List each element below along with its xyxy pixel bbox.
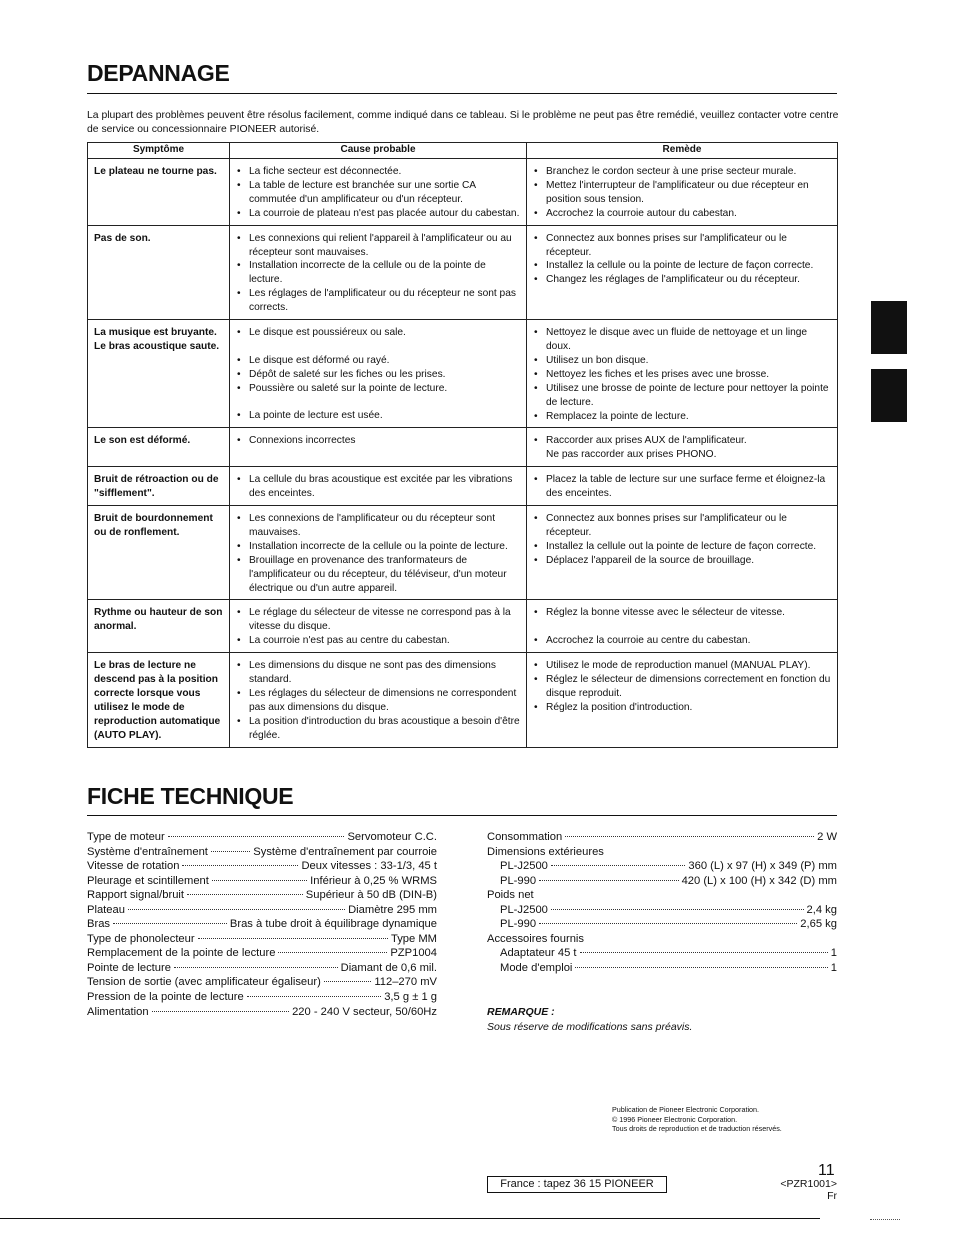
cause-item: • Les dimensions du disque ne sont pas des dimensions standard. [236,659,520,687]
leader-dots [551,865,686,866]
leader-dots [580,952,828,953]
leader-dots [211,851,250,852]
remedy-line: Ne pas raccorder aux prises PHONO. [546,449,717,461]
remedy-cell [527,225,838,319]
header-remedy: Remède [527,143,838,159]
cause-item: • Installation incorrecte de la cellule ou la pointe de lecture. [236,540,520,554]
spec-value: 1 [830,947,837,960]
spec-row [87,859,437,874]
cause-cell [230,600,527,653]
remedy-item: • Installez la cellule out la pointe de lecture de façon correcte. [533,540,831,554]
spec-value: PZP1004 [390,947,437,960]
spec-label: PL-J2500 [500,860,548,873]
spec-row [87,946,437,961]
leader-dots [247,996,381,997]
spec-label: PL-990 [500,874,537,887]
spec-label: Bras [87,918,111,931]
spec-label: Alimentation [87,1005,149,1018]
table-row [88,428,838,467]
cause-item: • Poussière ou saleté sur la pointe de lecture. [236,382,520,396]
spec-row [87,1005,437,1020]
spec-row [87,961,437,976]
leader-dots [278,952,387,953]
symptom-cell [88,320,230,428]
cause-cell [230,506,527,600]
remedy-item: • Branchez le cordon secteur à une prise secteur murale. [533,165,831,179]
spec-list-right [487,830,837,975]
remedy-item: • Réglez la position d'introduction. [533,701,831,715]
symptom-cell: Pas de son. [88,225,230,319]
spec-row [87,990,437,1005]
leader-dots [565,836,814,837]
remedy-cell [527,320,838,428]
spec-row [87,975,437,990]
cause-item: • La courroie de plateau n'est pas placée autour du cabestan. [236,207,520,221]
spec-label: PL-990 [500,918,537,931]
remedy-item: • Réglez la bonne vitesse avec le sélecteur de vitesse. [533,606,831,620]
cause-cell [230,320,527,428]
spec-group-label: Dimensions extérieures [487,845,604,858]
spec-row [487,859,837,874]
cause-cell [230,428,527,467]
spec-label: Adaptateur 45 t [500,947,577,960]
remedy-item: • Remplacez la pointe de lecture. [533,410,831,424]
remedy-line: • Raccorder aux prises AUX de l'amplificateur. [546,435,747,447]
cause-item: • La fiche secteur est déconnectée. [236,165,520,179]
remedy-item: • Nettoyez les fiches et les prises avec une brosse. [533,368,831,382]
spec-value: Deux vitesses : 33-1/3, 45 t [301,860,437,873]
leader-dots [174,967,338,968]
spec-value: Servomoteur C.C. [347,831,437,843]
spec-row [87,845,437,860]
symptom-cell: Bruit de rétroaction ou de "sifflement". [88,467,230,506]
spec-label: Type de phonolecteur [87,932,195,945]
spec-value: Type MM [390,932,437,945]
spec-group-label: Accessoires fournis [487,932,584,945]
remedy-item: • Utilisez le mode de reproduction manuel (MANUAL PLAY). [533,659,831,673]
section-tab-marker [871,369,907,422]
symptom-cell: Rythme ou hauteur de son anormal. [88,600,230,653]
cause-item: • Les connexions de l'amplificateur ou du récepteur sont mauvaises. [236,512,520,540]
leader-dots [212,880,307,881]
cause-item: • Les connexions qui relient l'appareil à l'amplificateur ou au récepteur sont mauvaises. [236,232,520,260]
leader-dots [575,967,827,968]
spec-value: Diamant de 0,6 mil. [340,961,437,974]
spec-row [487,830,837,845]
cause-item: • La table de lecture est branchée sur une sortie CA commutée d'un amplificateur ou d'un récepteur. [236,179,520,207]
spec-row [87,830,437,845]
table-row [88,506,838,600]
symptom-cell: Le bras de lecture ne descend pas à la position correcte lorsque vous utilisez le mode de reproduction automatique (AUTO PLAY). [88,653,230,747]
bottom-rule [0,1218,820,1219]
section-title-fiche-technique: FICHE TECHNIQUE [87,783,294,809]
page-number: 11 [818,1162,835,1179]
cause-item: • Le réglage du sélecteur de vitesse ne correspond pas à la vitesse du disque. [236,606,520,634]
header-cause: Cause probable [230,143,527,159]
remedy-item: • Réglez le sélecteur de dimensions correctement en fonction du disque reproduit. [533,673,831,701]
spec-label: PL-J2500 [500,903,548,916]
spec-label: Consommation [487,831,563,843]
spec-value: Bras à tube droit à équilibrage dynamique [229,918,437,931]
cause-item: • Le disque est poussiéreux ou sale. [236,326,520,340]
spec-row [87,888,437,903]
table-row [88,653,838,747]
note-heading: REMARQUE : [487,1006,555,1018]
cause-item: • La courroie n'est pas au centre du cabestan. [236,634,520,648]
cause-cell [230,159,527,226]
remedy-item: • Nettoyez le disque avec un fluide de nettoyage et un linge doux. [533,326,831,354]
remedy-cell [527,600,838,653]
cause-cell [230,653,527,747]
section-tab-marker [871,301,907,354]
document-code-value: <PZR1001> [780,1178,837,1190]
leader-dots [539,880,678,881]
remedy-cell [527,159,838,226]
spec-label: Vitesse de rotation [87,860,180,873]
publication-notice [612,1105,782,1134]
spec-list-left [87,830,437,1019]
language-code: Fr [827,1190,837,1202]
spec-row [487,903,837,918]
spec-value: 220 - 240 V secteur, 50/60Hz [292,1005,437,1018]
cause-item: • Dépôt de saleté sur les fiches ou les prises. [236,368,520,382]
remedy-item: • Connectez aux bonnes prises sur l'amplificateur ou le récepteur. [533,232,831,260]
spec-value: 420 (L) x 100 (H) x 342 (D) mm [681,874,837,887]
remedy-item: • Accrochez la courroie au centre du cabestan. [533,634,831,648]
remedy-item [533,434,831,462]
document-code [760,1178,837,1202]
copyright-line: © 1996 Pioneer Electronic Corporation. [612,1114,738,1124]
spec-row [487,961,837,976]
remedy-item: • Accrochez la courroie autour du cabestan. [533,207,831,221]
table-row [88,159,838,226]
spec-value: 3,5 g ± 1 g [384,991,437,1004]
spec-value: 360 (L) x 97 (H) x 349 (P) mm [688,860,837,873]
leader-dots [113,923,227,924]
spec-value: Système d'entraînement par courroie [253,845,437,858]
cause-item: • Les réglages de l'amplificateur ou du récepteur ne sont pas corrects. [236,287,520,315]
bottom-rule-dotted [870,1219,900,1220]
spec-value: Supérieur à 50 dB (DIN-B) [305,889,437,902]
rights-line: Tous droits de reproduction et de traduction réservés. [612,1124,782,1134]
spec-label: Pleurage et scintillement [87,874,209,887]
spec-label: Système d'entraînement [87,845,208,858]
france-minitel-box: France : tapez 36 15 PIONEER [487,1176,667,1193]
spec-value: 2,4 kg [806,903,837,916]
intro-paragraph: La plupart des problèmes peuvent être résolus facilement, comme indiqué dans ce tableau. Si le problème ne peut pas être remédié, veuillez contacter votre centre de service ou concessionnaire PIONEER autorisé. [87,110,839,135]
table-header-row [88,143,838,159]
table-row [88,320,838,428]
cause-cell [230,467,527,506]
cause-cell [230,225,527,319]
leader-dots [551,909,804,910]
publication-line: Publication de Pioneer Electronic Corporation. [612,1105,760,1114]
section-title-depannage: DEPANNAGE [87,60,230,86]
leader-dots [187,894,303,895]
spec-label: Mode d'emploi [500,961,573,974]
leader-dots [198,938,388,939]
spec-row [87,874,437,889]
troubleshooting-table [87,142,838,748]
remedy-cell [527,428,838,467]
spec-value: 1 [830,961,837,974]
symptom-cell: Le son est déformé. [88,428,230,467]
spec-label: Plateau [87,903,125,916]
title-rule [87,93,837,94]
spec-label: Rapport signal/bruit [87,889,185,902]
remedy-item: • Utilisez une brosse de pointe de lecture pour nettoyer la pointe de lecture. [533,382,831,410]
remedy-item: • Mettez l'interrupteur de l'amplificateur ou due récepteur en position sous tension. [533,179,831,207]
cause-item: • Brouillage en provenance des tranformateurs de l'amplificateur ou du récepteur, du téléviseur, d'un moteur électrique ou d'un autre appareil. [236,554,520,596]
table-row [88,600,838,653]
remedy-item: • Déplacez l'appareil de la source de brouillage. [533,554,831,568]
cause-item: • Connexions incorrectes [236,434,520,448]
remedy-cell [527,653,838,747]
spec-label: Pointe de lecture [87,961,171,974]
spec-value: 112–270 mV [374,976,437,989]
leader-dots [539,923,797,924]
leader-dots [182,865,298,866]
cause-item: • La cellule du bras acoustique est excitée par les vibrations des enceintes. [236,473,520,501]
spec-label: Remplacement de la pointe de lecture [87,947,276,960]
spec-row [87,903,437,918]
symptom-cell: Bruit de bourdonnement ou de ronflement. [88,506,230,600]
spec-row [87,917,437,932]
header-symptom: Symptôme [88,143,230,159]
leader-dots [324,981,372,982]
title-rule [87,815,837,816]
spec-value: 2,65 kg [800,918,837,931]
cause-item: • Le disque est déformé ou rayé. [236,354,520,368]
spec-row [87,932,437,947]
leader-dots [128,909,345,910]
cause-item: • La position d'introduction du bras acoustique a besoin d'être réglée. [236,715,520,743]
spec-label: Type de moteur [87,831,165,843]
spec-row [487,917,837,932]
leader-dots [168,836,345,837]
spec-row [487,874,837,889]
remedy-item: • Installez la cellule ou la pointe de lecture de façon correcte. [533,259,831,273]
note-text: Sous réserve de modifications sans préavis. [487,1021,693,1033]
table-row [88,467,838,506]
remedy-item: • Placez la table de lecture sur une surface ferme et éloignez-la des enceintes. [533,473,831,501]
remedy-item: • Utilisez un bon disque. [533,354,831,368]
remedy-cell [527,467,838,506]
cause-item: • Installation incorrecte de la cellule ou de la pointe de lecture. [236,259,520,287]
remedy-item: • Connectez aux bonnes prises sur l'amplificateur ou le récepteur. [533,512,831,540]
spec-value: Inférieur à 0,25 % WRMS [310,874,437,887]
spec-label: Pression de la pointe de lecture [87,991,244,1004]
symptom-part: Le bras acoustique saute. [94,340,220,352]
symptom-part: La musique est bruyante. [94,327,217,339]
remedy-item: • Changez les réglages de l'amplificateur ou du récepteur. [533,273,831,287]
cause-item: • La pointe de lecture est usée. [236,409,520,423]
spec-value: 2 W [817,831,837,843]
spec-value: Diamètre 295 mm [348,903,437,916]
spec-label: Tension de sortie (avec amplificateur égaliseur) [87,976,321,989]
spec-row [487,946,837,961]
table-row [88,225,838,319]
remedy-cell [527,506,838,600]
spec-group-label: Poids net [487,889,534,902]
leader-dots [152,1011,290,1012]
cause-item: • Les réglages du sélecteur de dimensions ne correspondent pas aux dimensions du disque. [236,687,520,715]
symptom-cell: Le plateau ne tourne pas. [88,159,230,226]
